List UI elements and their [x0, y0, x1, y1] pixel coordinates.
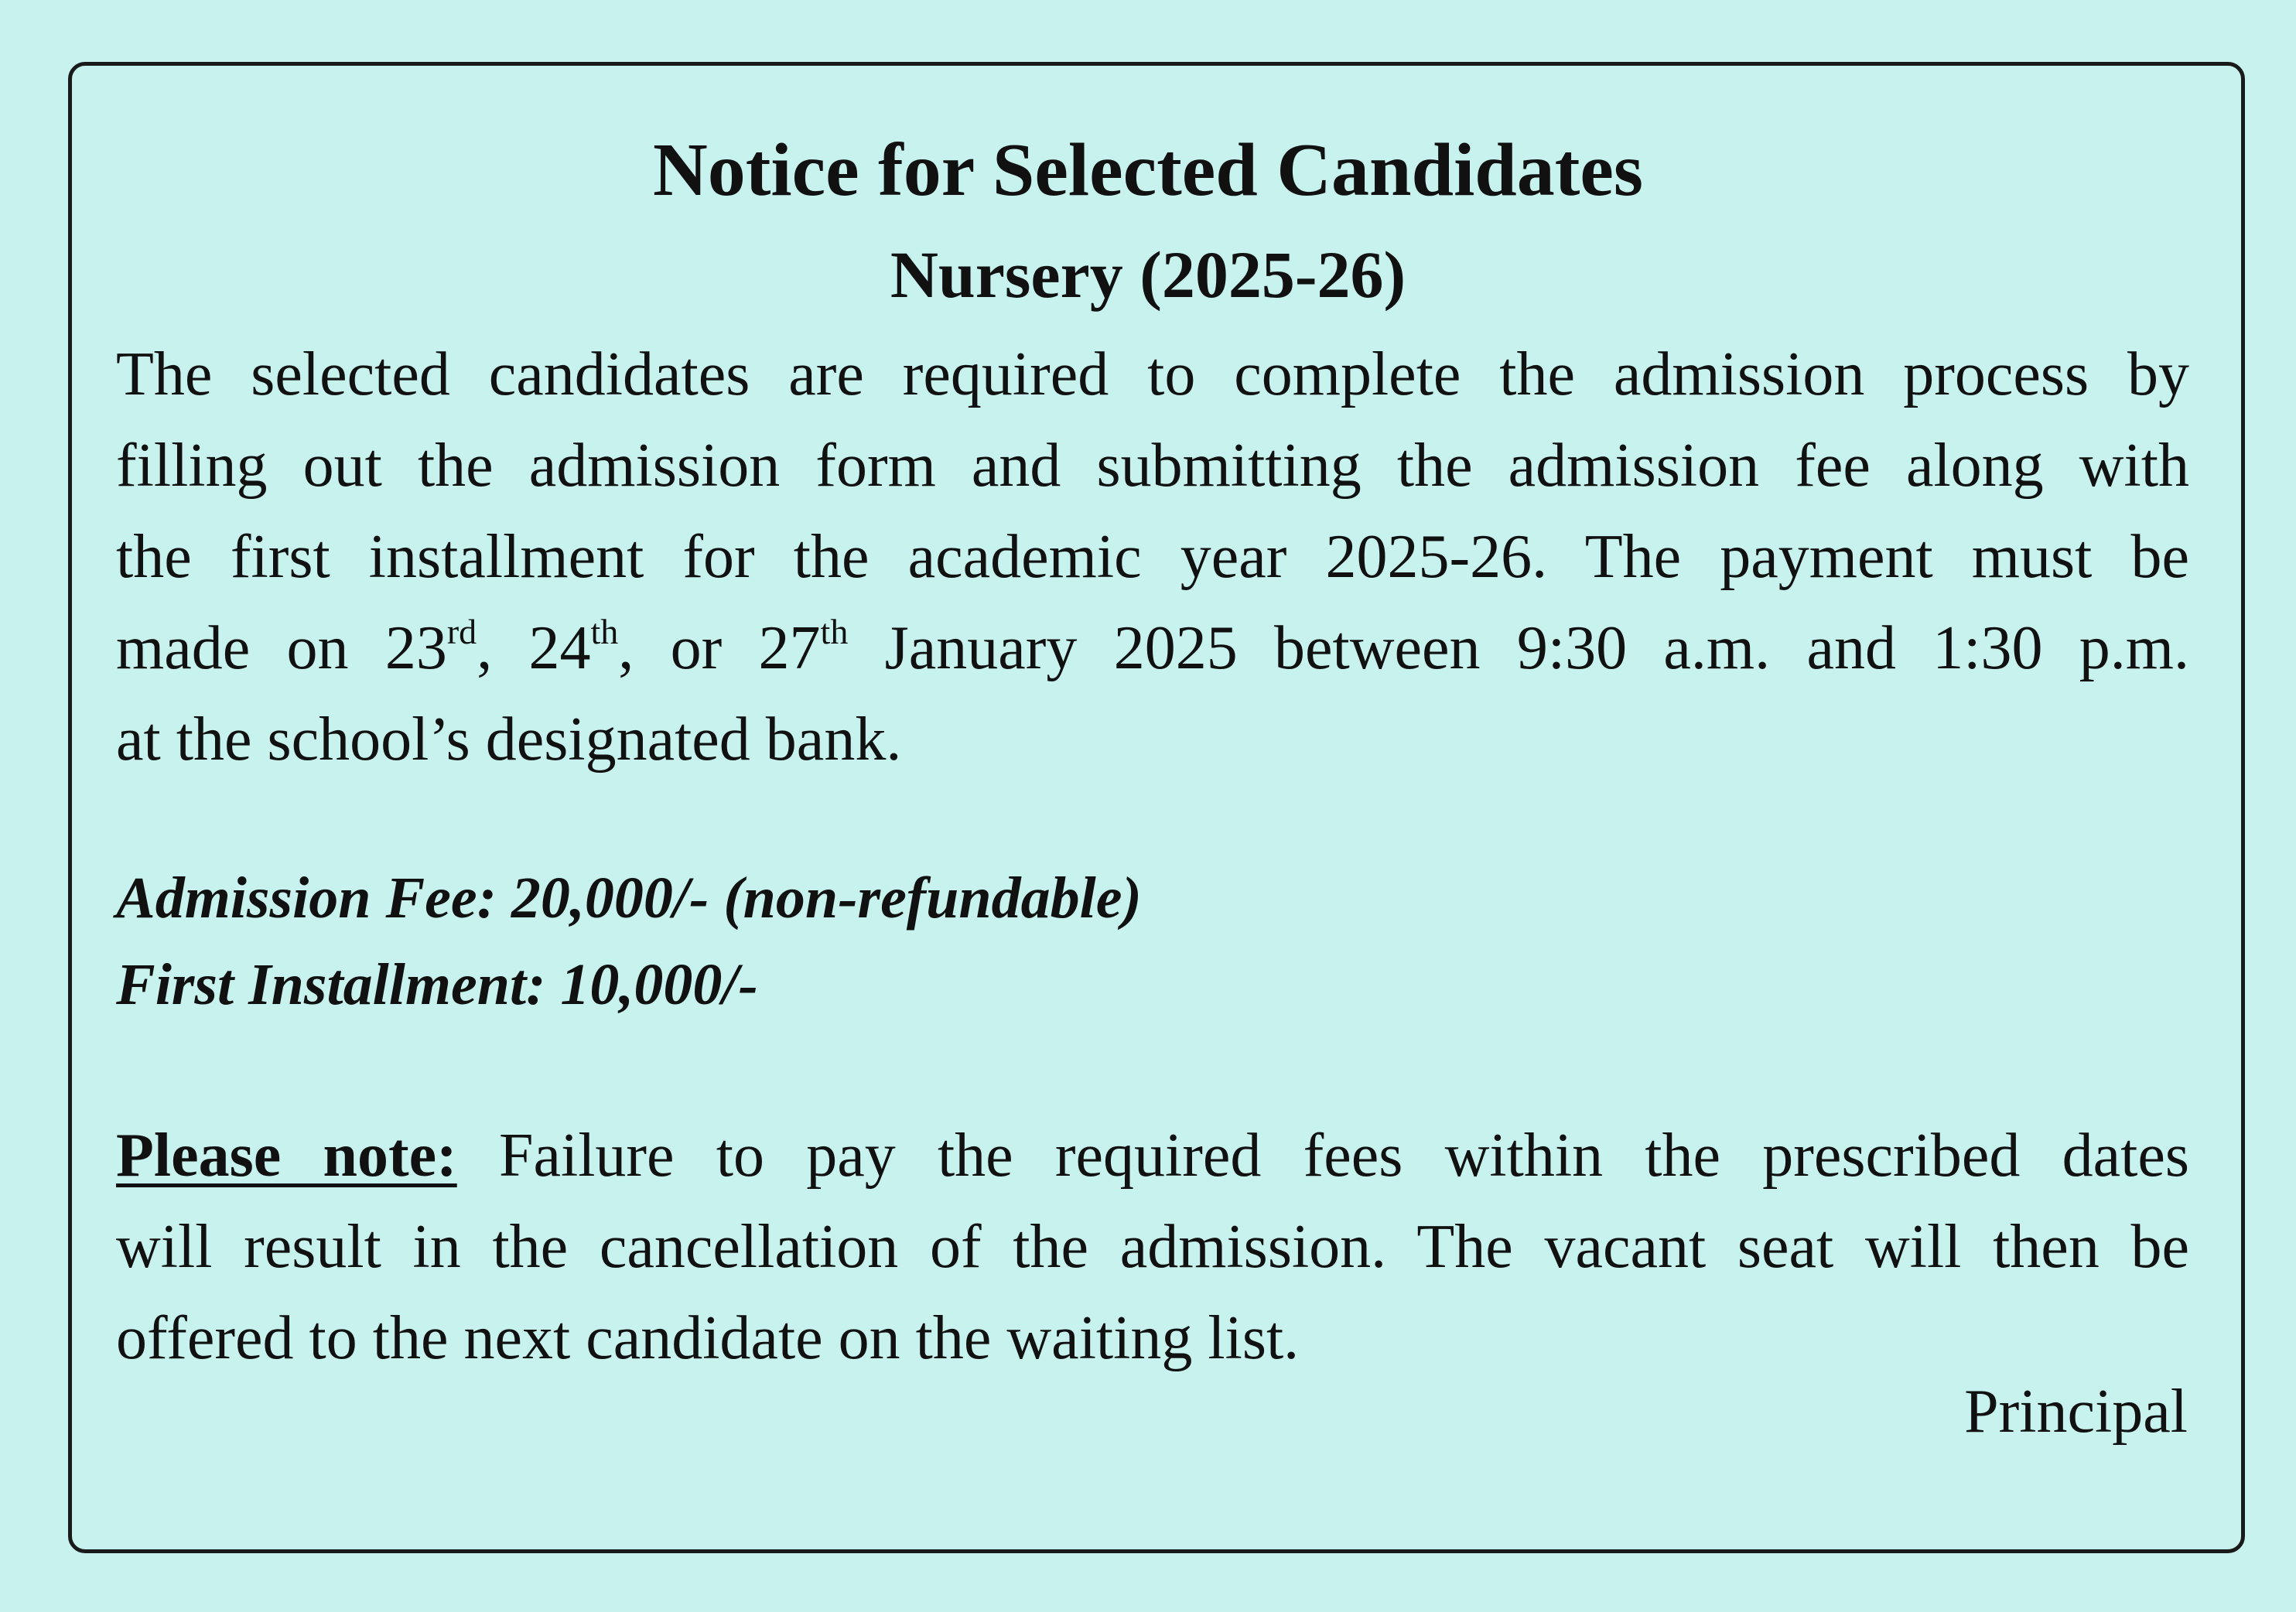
ordinal-suffix-th-1: th	[590, 612, 619, 651]
payment-dates-text-4: January 2025 between 9:30 a.m. and 1:30 p.m.	[848, 614, 2190, 682]
first-installment: First Installment: 10,000/-	[116, 952, 758, 1017]
please-note-paragraph	[116, 1110, 2189, 1384]
instructions-paragraph	[116, 329, 2189, 785]
note-line-2: will result in the cancellation of the admission. The vacant seat will then be	[116, 1213, 2189, 1281]
payment-dates-text-1: made on 23	[116, 614, 447, 682]
note-line-1-text: Failure to pay the required fees within the prescribed dates	[456, 1122, 2190, 1190]
fee-details	[116, 855, 1142, 1028]
instructions-line-3: the first installment for the academic year 2025-26. The payment must be	[116, 523, 2189, 591]
ordinal-suffix-rd: rd	[446, 612, 477, 651]
instructions-line-5: at the school’s designated bank.	[116, 705, 902, 774]
instructions-line-1: The selected candidates are required to complete the admission process by	[116, 340, 2189, 408]
instructions-line-4	[116, 603, 2189, 694]
notice-subtitle: Nursery (2025-26)	[890, 237, 1406, 312]
please-note-label: Please note:	[116, 1122, 457, 1190]
note-line-3: offered to the next candidate on the waiting list.	[116, 1304, 1300, 1372]
signature-principal: Principal	[1964, 1378, 2188, 1446]
admission-fee: Admission Fee: 20,000/- (non-refundable)	[116, 866, 1142, 931]
notice-title: Notice for Selected Candidates	[652, 128, 1644, 212]
ordinal-suffix-th-2: th	[820, 612, 849, 651]
payment-dates-text-2: , 24	[477, 614, 591, 682]
payment-dates-text-3: , or 27	[618, 614, 821, 682]
note-line-1	[116, 1110, 2189, 1201]
instructions-line-2: filling out the admission form and submitting the admission fee along with	[116, 432, 2189, 500]
